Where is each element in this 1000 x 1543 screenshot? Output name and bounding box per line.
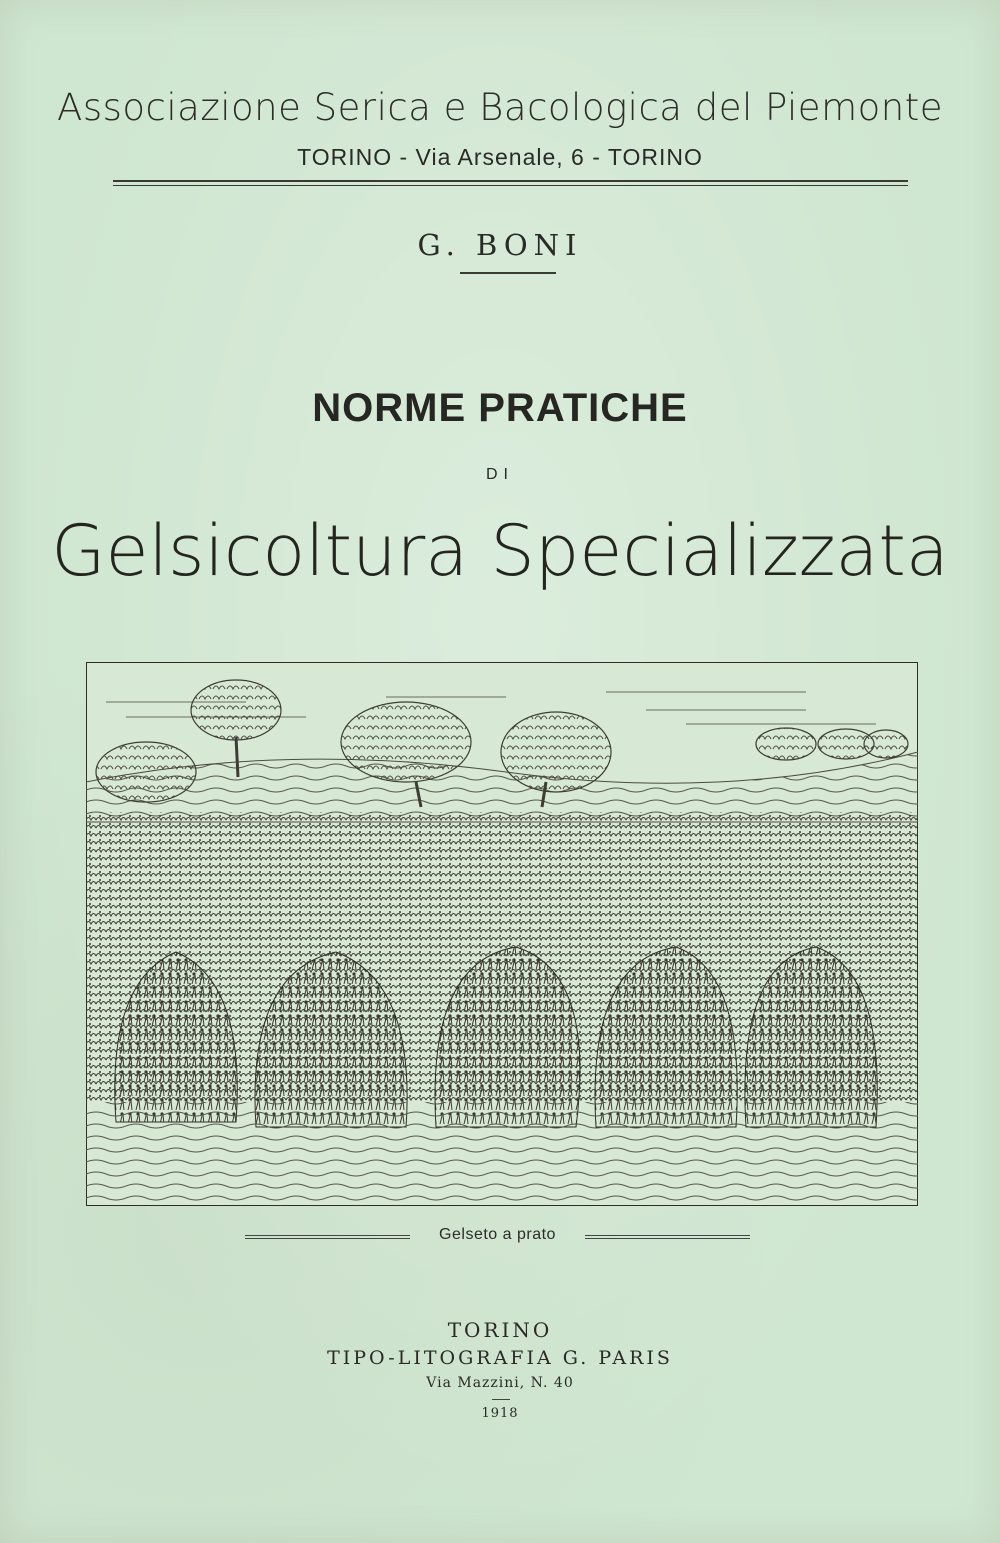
title-line-1: NORME PRATICHE xyxy=(312,386,688,430)
header-divider xyxy=(113,180,908,186)
title-connector: DI xyxy=(486,466,514,483)
author-underline xyxy=(460,272,556,274)
main-title: Gelsicoltura Specializzata xyxy=(51,510,949,592)
caption-rule-right xyxy=(585,1235,750,1239)
imprint-year-rule xyxy=(492,1399,510,1400)
author-name: G. BONI xyxy=(417,228,583,262)
imprint-street: Via Mazzini, N. 40 xyxy=(426,1375,574,1391)
publisher-association: Associazione Serica e Bacologica del Piemonte xyxy=(57,86,943,129)
imprint-city: TORINO xyxy=(447,1318,553,1342)
imprint-printer: TIPO-LITOGRAFIA G. PARIS xyxy=(327,1347,673,1369)
illustration-caption-row xyxy=(245,1224,750,1252)
mulberry-field-illustration xyxy=(86,662,918,1206)
imprint-year: 1918 xyxy=(481,1406,519,1421)
publisher-address: TORINO - Via Arsenale, 6 - TORINO xyxy=(297,144,703,170)
illustration-caption: Gelseto a prato xyxy=(439,1226,556,1243)
